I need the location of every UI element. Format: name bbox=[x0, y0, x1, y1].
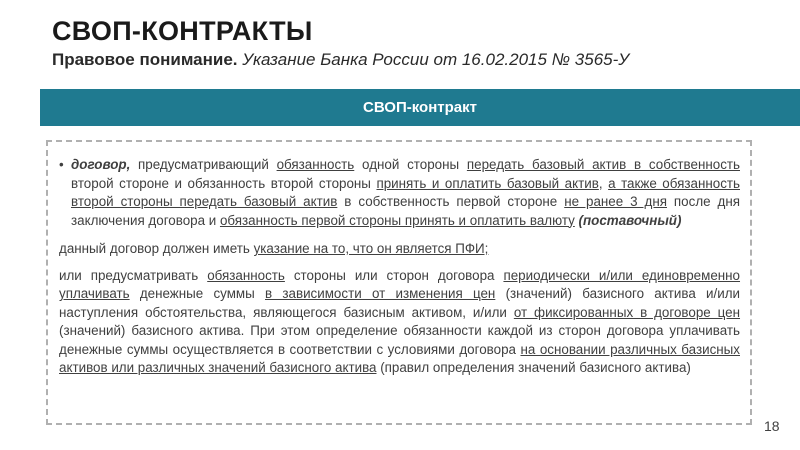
text-span: данный договор должен иметь bbox=[59, 241, 254, 256]
subtitle-reference: Указание Банка России от 16.02.2015 № 3565-У bbox=[242, 50, 630, 69]
term: договор, bbox=[71, 157, 131, 172]
text-span: одной стороны bbox=[354, 157, 467, 172]
underlined-phrase: обязанность первой стороны принять и оплатить валюту bbox=[219, 212, 575, 228]
text-span: , bbox=[598, 175, 609, 191]
underlined-phrase: а также обязанность второй стороны передать базовый актив bbox=[71, 175, 740, 209]
underlined-phrase: периодически и/или единовременно уплачивать bbox=[59, 267, 741, 301]
page-title: СВОП-КОНТРАКТЫ bbox=[52, 16, 313, 46]
text-span: в собственность первой стороне bbox=[337, 194, 565, 209]
text-span: стороны или сторон договора bbox=[284, 267, 504, 283]
underlined-phrase: принять и оплатить базовый актив bbox=[376, 175, 599, 191]
underlined-phrase: в зависимости от изменения цен bbox=[265, 286, 496, 301]
text-span: предусматривающий bbox=[130, 157, 277, 172]
underlined-phrase: на основании различных базисных активов или различных значений базисного актива bbox=[59, 341, 740, 375]
content-body bbox=[59, 156, 740, 378]
underlined-phrase: передать базовый актив в собственность bbox=[466, 157, 740, 172]
definition-bullet bbox=[59, 156, 740, 230]
alternative-paragraph bbox=[59, 267, 740, 378]
page-number: 18 bbox=[764, 418, 780, 434]
underlined-phrase: не ранее 3 дня bbox=[564, 194, 667, 209]
text-span: денежные суммы bbox=[129, 286, 266, 301]
text-span: или предусматривать bbox=[59, 267, 208, 283]
banner-label: СВОП-контракт bbox=[363, 99, 477, 116]
text-span: после дня заключения договора и bbox=[71, 194, 740, 228]
underlined-phrase: от фиксированных в договоре цен bbox=[513, 304, 741, 320]
underlined-phrase: обязанность bbox=[207, 267, 285, 283]
page-subtitle bbox=[52, 50, 629, 70]
qualifier: (поставочный) bbox=[578, 212, 682, 228]
text-span: второй стороне и обязанность второй стороны bbox=[71, 175, 377, 191]
text-span: (значений) базисного актива. При этом определение обязанности каждой из сторон договора уплачивать денежные суммы осуществляется в соответствии с условиями договора bbox=[59, 323, 740, 357]
section-banner bbox=[40, 89, 800, 126]
text-span: (правил определения значений базисного актива) bbox=[376, 360, 691, 375]
underlined-phrase: указание на то, что он является ПФИ; bbox=[253, 241, 489, 256]
subtitle-lead: Правовое понимание. bbox=[52, 50, 238, 69]
requirement-paragraph bbox=[59, 240, 740, 259]
text-span: (значений) базисного актива и/или наступления обстоятельства, являющегося базисным активом, и/или bbox=[59, 286, 741, 320]
underlined-phrase: обязанность bbox=[276, 157, 355, 172]
